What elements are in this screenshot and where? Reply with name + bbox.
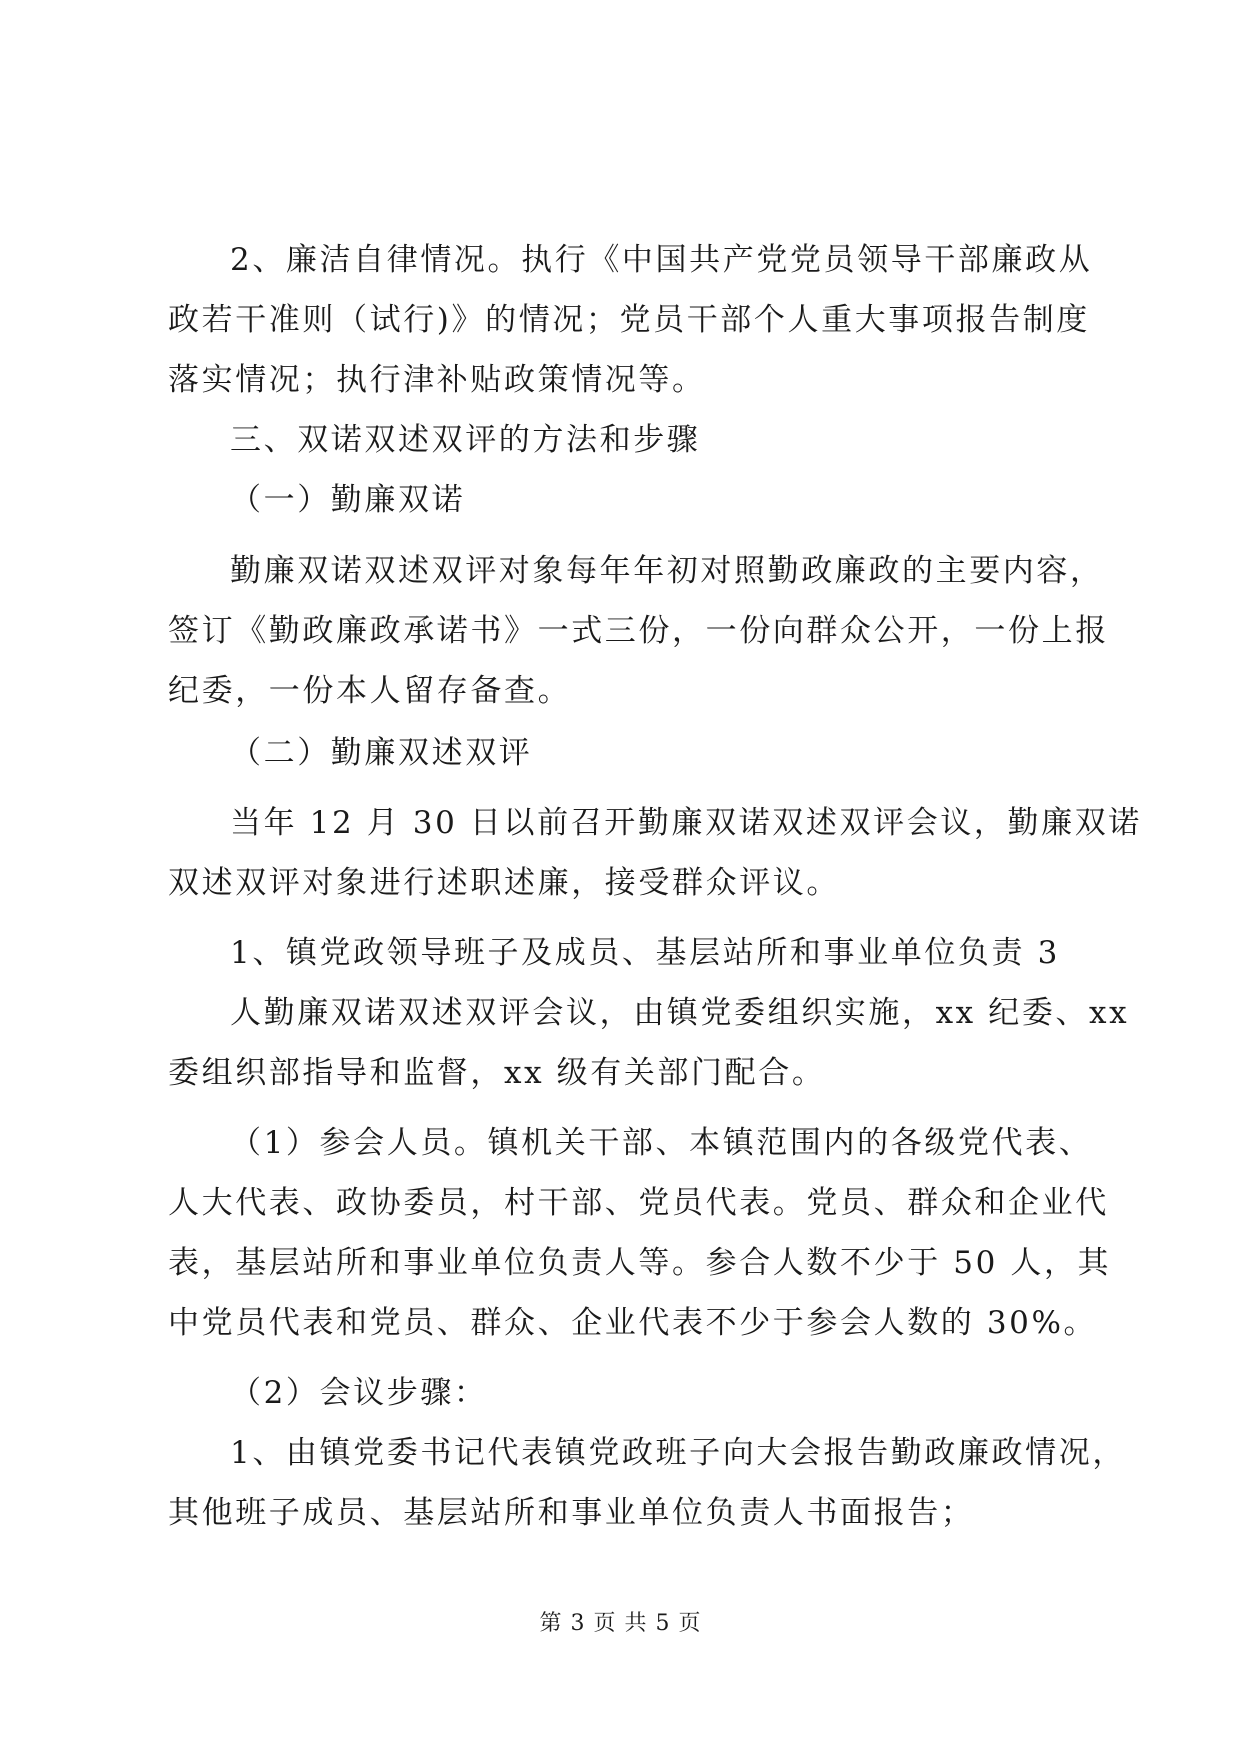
paragraph-line: 表，基层站所和事业单位负责人等。参合人数不少于 50 人，其: [168, 1245, 1112, 1281]
paragraph-line: 2、廉洁自律情况。执行《中国共产党党员领导干部廉政从: [230, 242, 1093, 278]
page-number-footer: 第 3 页 共 5 页: [539, 1611, 702, 1636]
paragraph-line: 中党员代表和党员、群众、企业代表不少于参会人数的 30%。: [168, 1305, 1098, 1341]
paragraph-line: 其他班子成员、基层站所和事业单位负责人书面报告；: [168, 1495, 975, 1531]
paragraph-line: 落实情况；执行津补贴政策情况等。: [168, 362, 706, 398]
paragraph-line: 勤廉双诺双述双评对象每年年初对照勤政廉政的主要内容，: [230, 553, 1104, 589]
paragraph-line: 当年 12 月 30 日以前召开勤廉双诺双述双评会议，勤廉双诺: [230, 805, 1142, 841]
paragraph-line: （1）参会人员。镇机关干部、本镇范围内的各级党代表、: [230, 1125, 1093, 1161]
section-heading: 三、双诺双述双评的方法和步骤: [230, 422, 701, 458]
paragraph-line: 人大代表、政协委员，村干部、党员代表。党员、群众和企业代: [168, 1185, 1109, 1221]
paragraph-line: （2）会议步骤：: [230, 1375, 488, 1411]
paragraph-line: 1、由镇党委书记代表镇党政班子向大会报告勤政廉政情况，: [230, 1435, 1126, 1471]
subsection-heading: （一）勤廉双诺: [230, 482, 466, 518]
subsection-heading: （二）勤廉双述双评: [230, 735, 533, 771]
paragraph-line: 1、镇党政领导班子及成员、基层站所和事业单位负责 3: [230, 935, 1060, 971]
paragraph-line: 双述双评对象进行述职述廉，接受群众评议。: [168, 865, 840, 901]
paragraph-line: 纪委，一份本人留存备查。: [168, 673, 572, 709]
paragraph-line: 签订《勤政廉政承诺书》一式三份，一份向群众公开，一份上报: [168, 613, 1109, 649]
paragraph-line: 人勤廉双诺双述双评会议，由镇党委组织实施，xx 纪委、xx: [230, 995, 1130, 1031]
paragraph-line: 委组织部指导和监督，xx 级有关部门配合。: [168, 1055, 826, 1091]
paragraph-line: 政若干准则（试行)》的情况；党员干部个人重大事项报告制度: [168, 302, 1090, 338]
